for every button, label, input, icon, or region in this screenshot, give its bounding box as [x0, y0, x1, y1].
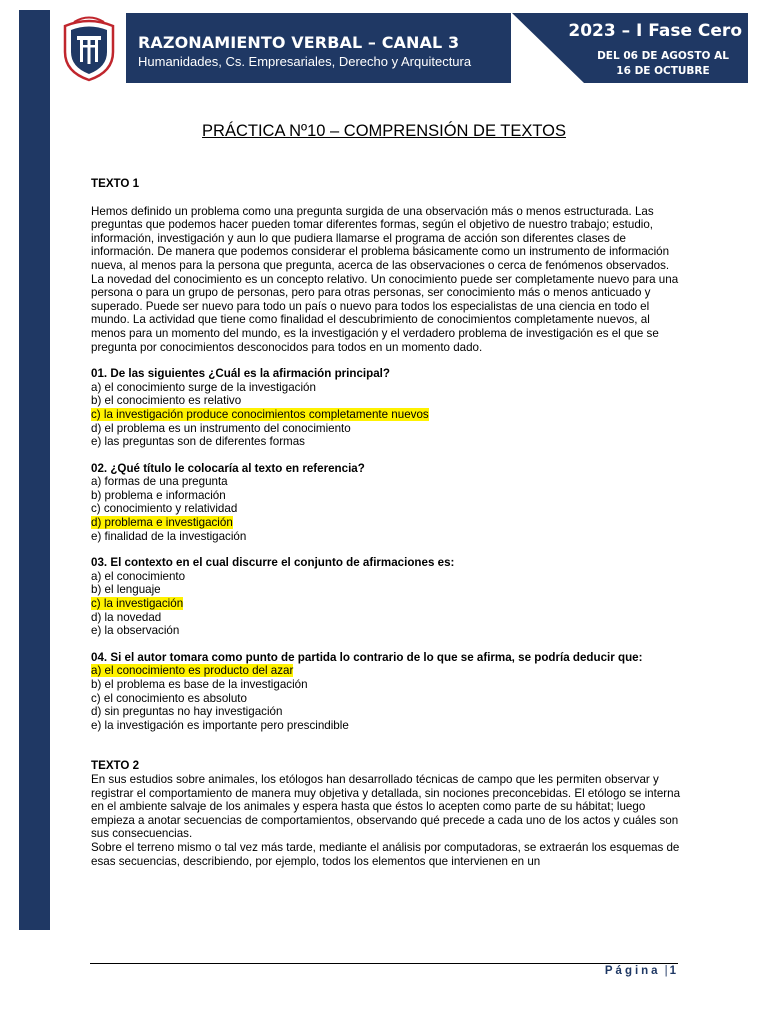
- answer-option: d) el problema es un instrumento del conocimiento: [91, 421, 351, 435]
- question-01: [91, 367, 681, 449]
- page-word: Página: [604, 965, 661, 977]
- texto1-paragraph-1: Hemos definido un problema como una pregunta surgida de una observación más o menos estructurada. Las preguntas que podemos hacer pueden tomar diferentes formas, según el objetivo de nuestro trabajo; estudio, información, investigación y aun lo que pudiera llamarse el programa de acción son diferentes clases de información. De manera que podemos considerar el problema básicamente como un instrumento de información nueva, al menos para la persona que pregunta, acerca de las observaciones o cerca de fenómenos observados.: [91, 204, 670, 272]
- question-prompt: 04. Si el autor tomara como punto de partida lo contrario de lo que se afirma, se podría deducir que:: [91, 650, 643, 664]
- document-body: [91, 177, 681, 868]
- answer-option: e) las preguntas son de diferentes formas: [91, 435, 305, 449]
- answer-option-highlighted: c) la investigación: [91, 597, 184, 611]
- page-number: 1: [669, 965, 676, 977]
- question-prompt: 01. De las siguientes ¿Cuál es la afirmación principal?: [91, 367, 390, 381]
- page-title: [0, 122, 768, 141]
- answer-option: d) la novedad: [91, 610, 162, 624]
- texto1-label: TEXTO 1: [91, 177, 140, 190]
- answer-option: e) la investigación es importante pero prescindible: [91, 718, 349, 732]
- answer-option-highlighted: c) la investigación produce conocimientos completamente nuevos: [91, 407, 429, 421]
- answer-option-highlighted: a) el conocimiento es producto del azar: [91, 664, 294, 678]
- answer-option: c) el conocimiento es absoluto: [91, 691, 247, 705]
- question-prompt: 02. ¿Qué título le colocaría al texto en referencia?: [91, 461, 365, 475]
- cycle-dates-line2: 16 DE OCTUBRE: [616, 65, 710, 77]
- cycle-dates: [588, 49, 738, 79]
- course-subtitle: Humanidades, Cs. Empresariales, Derecho y Arquitectura: [138, 54, 472, 69]
- question-prompt: 03. El contexto en el cual discurre el conjunto de afirmaciones es:: [91, 556, 455, 570]
- answer-option: e) la observación: [91, 624, 180, 638]
- page-footer: [605, 965, 676, 977]
- cycle-year: 2023 – I Fase Cero: [568, 21, 742, 41]
- question-03: [91, 556, 681, 638]
- footer-divider: [90, 963, 678, 964]
- texto2-label: TEXTO 2: [91, 759, 140, 773]
- left-sidebar-bar: [19, 10, 50, 930]
- answer-option: b) el conocimiento es relativo: [91, 394, 242, 408]
- footer-separator: |: [664, 965, 668, 977]
- texto2-paragraph-2: Sobre el terreno mismo o tal vez más tarde, mediante el análisis por computadoras, se extraerán los esquemas de esas secuencias, describiendo, por ejemplo, todos los elementos que intervienen en un: [91, 840, 680, 868]
- answer-option: b) el problema es base de la investigación: [91, 678, 308, 691]
- header-banner: [126, 13, 511, 83]
- answer-option: d) sin preguntas no hay investigación: [91, 705, 283, 719]
- course-title: RAZONAMIENTO VERBAL – CANAL 3: [138, 33, 460, 52]
- answer-option: e) finalidad de la investigación: [91, 529, 247, 543]
- answer-option: a) formas de una pregunta: [91, 475, 228, 489]
- answer-option: c) conocimiento y relatividad: [91, 502, 238, 516]
- answer-option: b) problema e información: [91, 488, 226, 502]
- question-04: [91, 651, 681, 733]
- cycle-dates-line1: DEL 06 DE AGOSTO AL: [597, 50, 729, 62]
- question-02: [91, 462, 681, 544]
- answer-option: a) el conocimiento surge de la investigación: [91, 380, 316, 394]
- answer-option: b) el lenguaje: [91, 583, 161, 597]
- cycle-badge: [512, 13, 748, 83]
- answer-option: a) el conocimiento: [91, 569, 186, 583]
- texto2-paragraph-1: En sus estudios sobre animales, los etólogos han desarrollado técnicas de campo que les permiten observar y registrar el comportamiento de manera muy objetiva y detallada, sin nociones preconcebidas. El etólogo se interna en el ambiente salvaje de los animales y espera hasta que éstos lo acepten como parte de su hábitat; luego empieza a anotar secuencias de comportamientos, observando qué precede a cada uno de los actos y cuáles son sus consecuencias.: [91, 772, 681, 841]
- answer-option-highlighted: d) problema e investigación: [91, 516, 233, 530]
- page-title-text: PRÁCTICA Nº10 – COMPRENSIÓN DE TEXTOS: [202, 122, 566, 140]
- university-crest-logo: [62, 14, 116, 82]
- texto1-paragraph-2: La novedad del conocimiento es un concepto relativo. Un conocimiento puede ser completamente nuevo para una persona o para un grupo de personas, pero para otras personas, ser conocimiento más o menos anticuado y superado. Puede ser nuevo para todo un país o nuevo para todos los especialistas de una ciencia en todo el mundo. La actividad que tiene como finalidad el descubrimiento de conocimientos completamente nuevos, al menos para un momento del mundo, es la investigación y el verdadero problema de investigación es el que se pregunta por conocimientos desconocidos para todos en un momento dado.: [91, 272, 679, 354]
